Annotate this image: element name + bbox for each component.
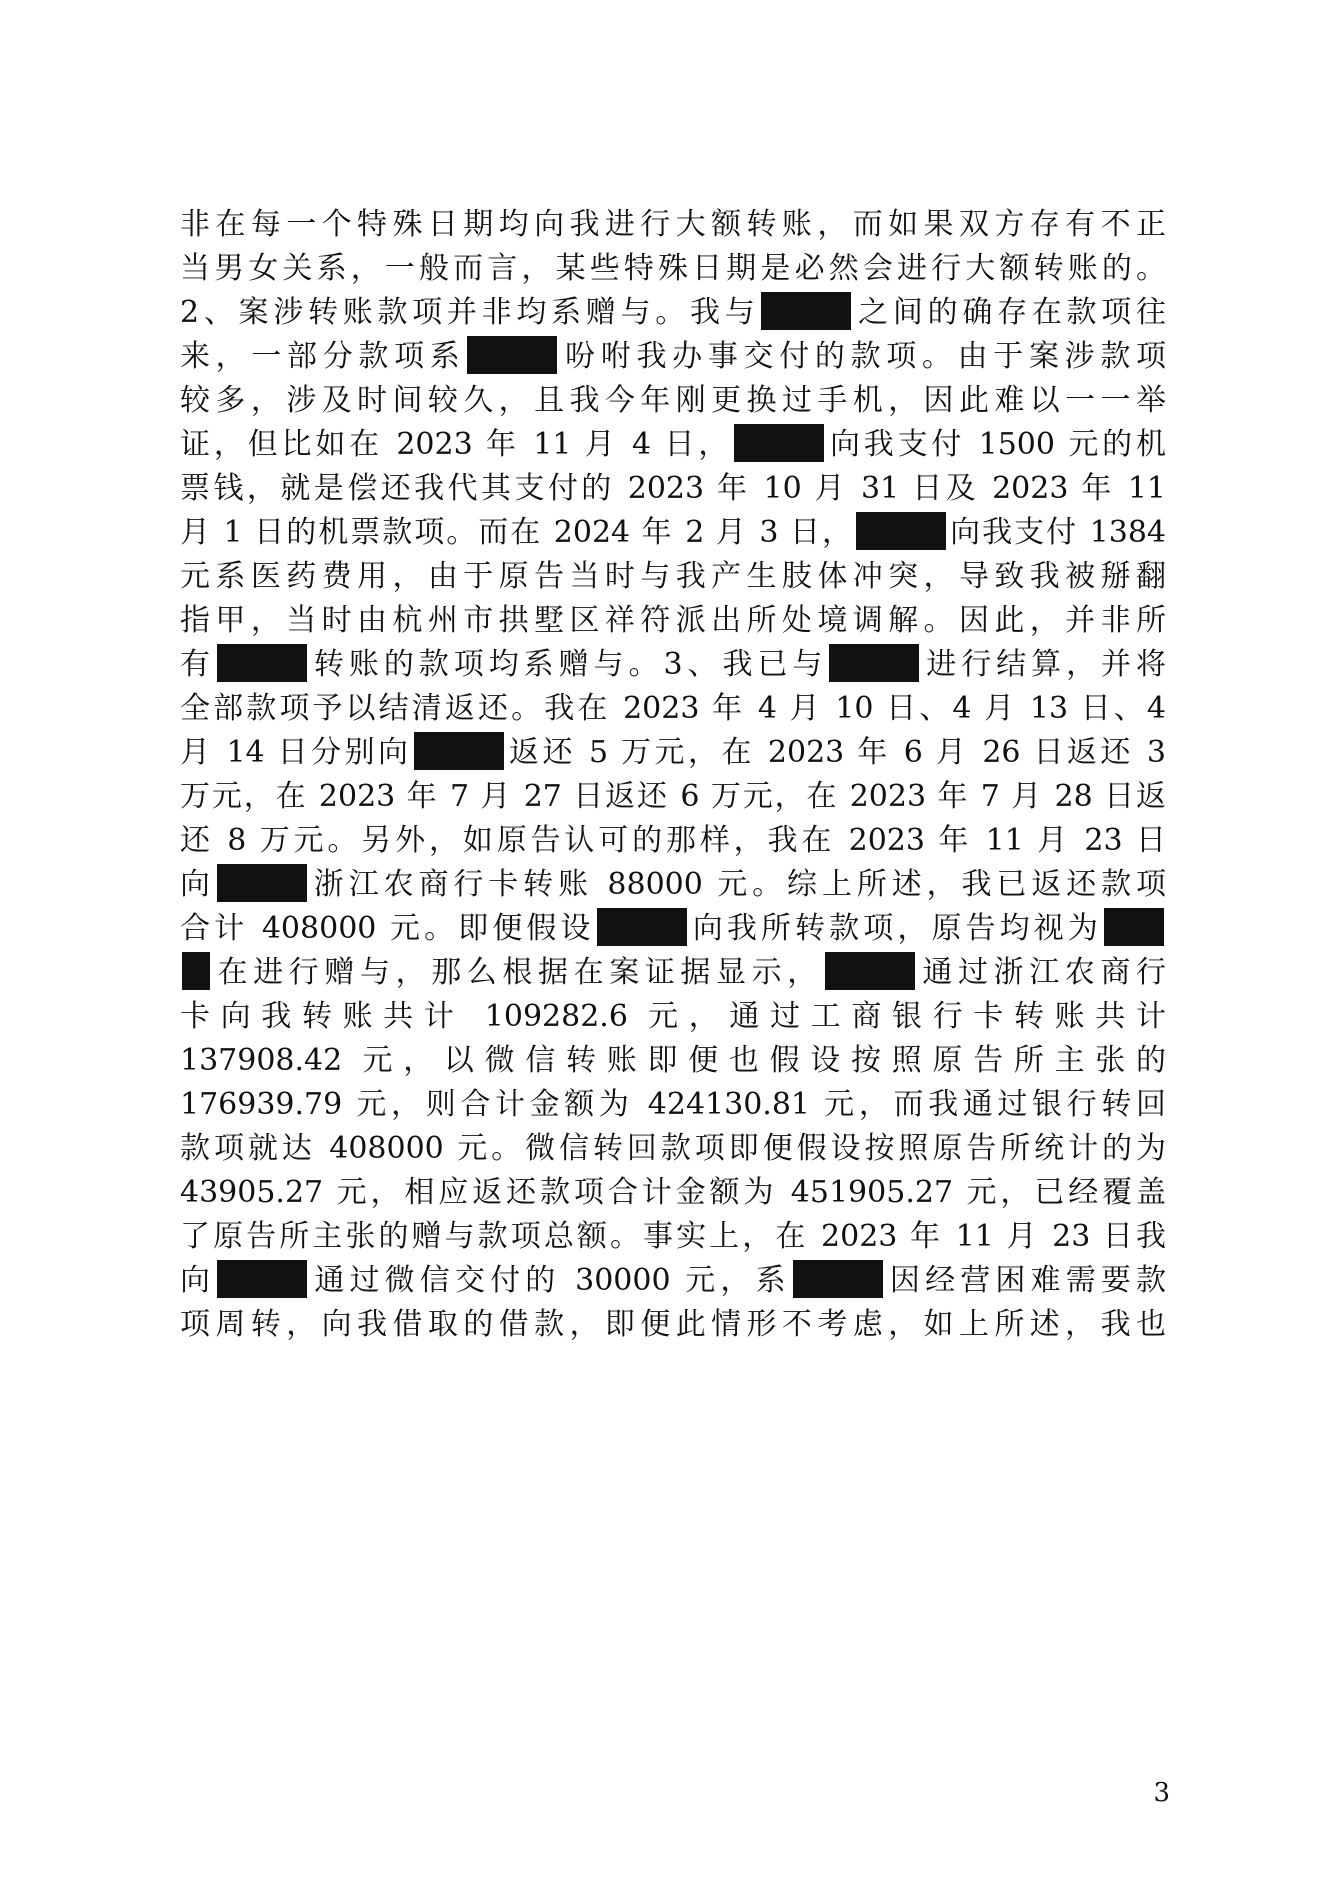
redaction-block [217,1260,307,1298]
text-line: 137908.42 元，以微信转账即便也假设按照原告所主张的 [180,1043,1166,1078]
text-line: 合计 408000 元。即便假设 向我所转款项，原告均视为 [180,903,1166,955]
text-line: 当男女关系，一般而言，某些特殊日期是必然会进行大额转账的。 [180,251,1166,286]
redaction-block [829,644,919,682]
text-line: 月 14 日分别向 返还 5 万元，在 2023 年 6 月 26 日返还 3 [180,727,1166,779]
text-line: 向 通过微信交付的 30000 元，系 因经营困难需要款 [180,1255,1166,1307]
text-line: 还 8 万元。另外，如原告认可的那样，我在 2023 年 11 月 23 日 [180,823,1166,858]
text-line: 款项就达 408000 元。微信转回款项即便假设按照原告所统计的为 [180,1131,1166,1166]
redaction-block [182,952,210,990]
redaction-block [793,1260,883,1298]
redaction-block [825,952,915,990]
redaction-block [217,644,307,682]
text-line: 来，一部分款项系 吩咐我办事交付的款项。由于案涉款项 [180,331,1166,383]
text-line: 卡向我转账共计 109282.6 元，通过工商银行卡转账共计 [180,999,1166,1034]
text-line: 非在每一个特殊日期均向我进行大额转账，而如果双方存有不正 [180,207,1166,242]
redaction-block [414,732,504,770]
text-line: 指甲，当时由杭州市拱墅区祥符派出所处境调解。因此，并非所 [180,603,1166,638]
page-number: 3 [1153,1778,1170,1808]
redaction-block [597,908,687,946]
text-line: 在进行赠与，那么根据在案证据显示， 通过浙江农商行 [180,947,1166,999]
redaction-block [1104,908,1164,946]
text-line: 向 浙江农商行卡转账 88000 元。综上所述，我已返还款项 [180,859,1166,911]
text-line: 有 转账的款项均系赠与。3、我已与 进行结算，并将 [180,639,1166,691]
redaction-block [734,424,824,462]
text-line: 较多，涉及时间较久，且我今年刚更换过手机，因此难以一一举 [180,383,1166,418]
text-line: 全部款项予以结清返还。我在 2023 年 4 月 10 日、4 月 13 日、4 [180,691,1166,726]
redaction-block [761,292,851,330]
text-line: 元系医药费用，由于原告当时与我产生肢体冲突，导致我被掰翻 [180,559,1166,594]
redaction-block [467,336,557,374]
text-line: 项周转，向我借取的借款，即便此情形不考虑，如上所述，我也 [180,1307,1166,1342]
text-line: 了原告所主张的赠与款项总额。事实上，在 2023 年 11 月 23 日我 [180,1219,1166,1254]
text-line: 43905.27 元，相应返还款项合计金额为 451905.27 元，已经覆盖 [180,1175,1166,1210]
text-line: 万元，在 2023 年 7 月 27 日返还 6 万元，在 2023 年 7 月 28 日返 [180,779,1166,814]
text-line: 证，但比如在 2023 年 11 月 4 日， 向我支付 1500 元的机 [180,419,1166,471]
text-line: 月 1 日的机票款项。而在 2024 年 2 月 3 日， 向我支付 1384 [180,507,1166,559]
redaction-block [217,864,307,902]
text-line: 票钱，就是偿还我代其支付的 2023 年 10 月 31 日及 2023 年 11 [180,471,1166,506]
text-line: 2、案涉转账款项并非均系赠与。我与 之间的确存在款项往 [180,287,1166,339]
text-line: 176939.79 元，则合计金额为 424130.81 元，而我通过银行转回 [180,1087,1166,1122]
redaction-block [856,512,946,550]
